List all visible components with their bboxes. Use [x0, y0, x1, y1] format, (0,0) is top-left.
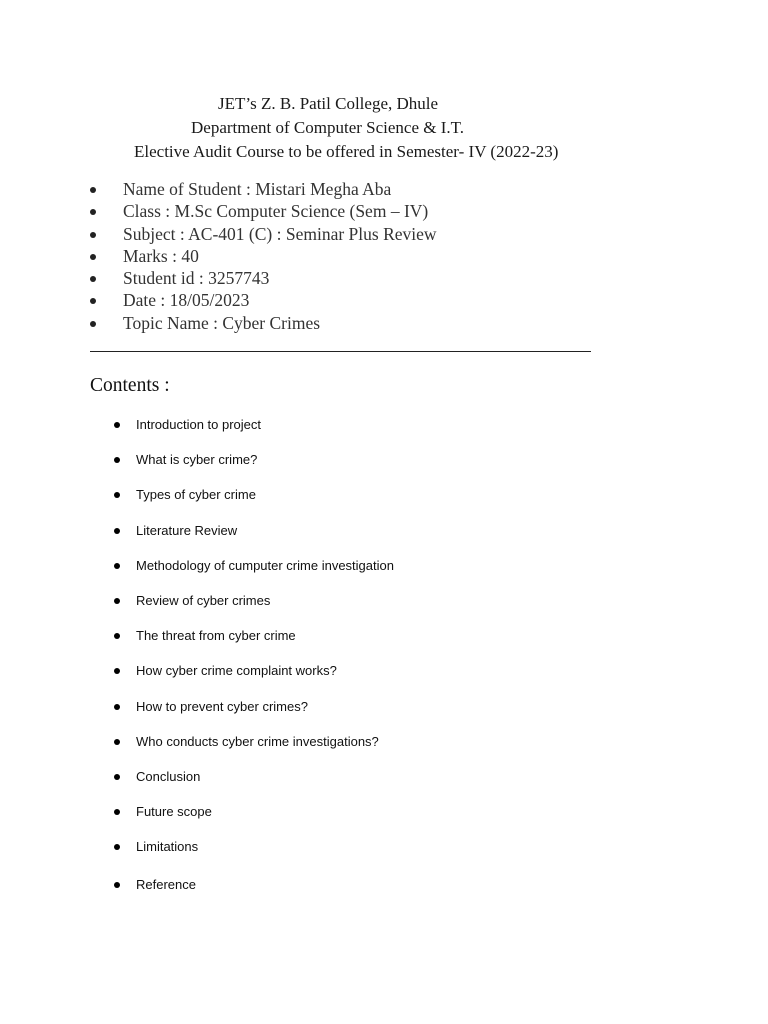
bullet-icon	[114, 739, 120, 745]
student-id-item	[88, 267, 437, 289]
bullet-icon	[90, 321, 96, 327]
subject-text: Subject : AC-401 (C) : Seminar Plus Review	[123, 223, 437, 244]
horizontal-divider	[90, 351, 591, 352]
bullet-icon	[114, 844, 120, 850]
date-text: Date : 18/05/2023	[123, 290, 250, 311]
class-item	[88, 200, 437, 222]
bullet-icon	[114, 598, 120, 604]
department-name: Department of Computer Science & I.T.	[191, 118, 465, 137]
contents-item-label: Review of cyber crimes	[136, 592, 271, 608]
bullet-icon	[114, 882, 120, 888]
bullet-icon	[114, 422, 120, 428]
contents-item-label: Limitations	[136, 839, 199, 855]
contents-item-label: Literature Review	[136, 522, 238, 538]
contents-item-label: What is cyber crime?	[136, 452, 258, 468]
contents-item	[112, 588, 394, 623]
contents-item	[112, 412, 394, 447]
student-id-text: Student id : 3257743	[123, 268, 270, 289]
contents-item	[112, 694, 394, 729]
marks-text: Marks : 40	[123, 245, 199, 266]
class-text: Class : M.Sc Computer Science (Sem – IV)	[123, 201, 429, 222]
bullet-icon	[90, 254, 96, 260]
bullet-icon	[114, 809, 120, 815]
student-info-list	[88, 178, 437, 334]
bullet-icon	[90, 209, 96, 215]
contents-item-label: Introduction to project	[136, 417, 262, 432]
contents-item	[112, 834, 394, 869]
contents-item	[112, 658, 394, 693]
bullet-icon	[114, 774, 120, 780]
student-name: Name of Student : Mistari Megha Aba	[123, 179, 392, 199]
topic-item	[88, 312, 437, 334]
contents-item	[112, 872, 394, 907]
contents-item	[112, 482, 394, 517]
topic-text: Topic Name : Cyber Crimes	[123, 312, 321, 333]
contents-item-label: Future scope	[136, 804, 212, 820]
bullet-icon	[114, 668, 120, 674]
bullet-icon	[90, 232, 96, 238]
bullet-icon	[90, 187, 96, 193]
contents-item	[112, 764, 394, 799]
bullet-icon	[90, 276, 96, 282]
contents-item-label: How cyber crime complaint works?	[136, 663, 337, 679]
contents-item	[112, 553, 394, 588]
bullet-icon	[114, 457, 120, 463]
contents-item-label: Who conducts cyber crime investigations?	[136, 733, 379, 749]
student-name-item	[88, 178, 437, 200]
bullet-icon	[114, 704, 120, 710]
contents-item	[112, 518, 394, 553]
marks-item	[88, 245, 437, 267]
bullet-icon	[114, 492, 120, 498]
contents-item-label: Reference	[136, 877, 196, 893]
contents-item-label: How to prevent cyber crimes?	[136, 698, 308, 714]
contents-heading: Contents :	[90, 375, 170, 396]
contents-item	[112, 799, 394, 834]
course-title: Elective Audit Course to be offered in Semester- IV (2022-23)	[134, 142, 559, 161]
contents-item-label: Conclusion	[136, 768, 201, 784]
contents-item	[112, 447, 394, 482]
contents-list	[112, 412, 394, 908]
bullet-icon	[114, 633, 120, 639]
bullet-icon	[90, 298, 96, 304]
bullet-icon	[114, 563, 120, 569]
contents-item-label: Types of cyber crime	[136, 487, 256, 503]
contents-item-label: Methodology of cumputer crime investigation	[136, 557, 394, 573]
date-item	[88, 289, 437, 311]
bullet-icon	[114, 528, 120, 534]
contents-item	[112, 729, 394, 764]
college-name: JET’s Z. B. Patil College, Dhule	[218, 94, 439, 113]
subject-item	[88, 223, 437, 245]
contents-item-label: The threat from cyber crime	[136, 628, 296, 644]
contents-item	[112, 623, 394, 658]
